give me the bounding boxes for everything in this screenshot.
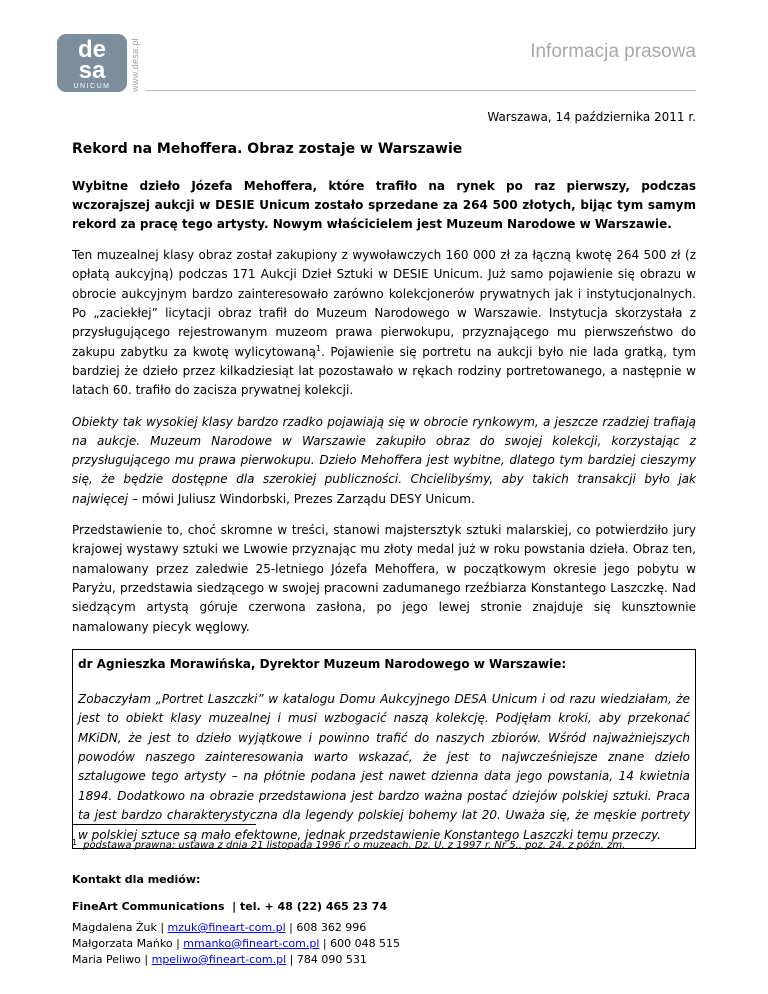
contact-name: Małgorzata Mańko | (72, 937, 184, 950)
footnote-ref[interactable]: 1 (315, 343, 322, 353)
footnote-divider (72, 824, 256, 825)
logo-text-sa: sa (78, 57, 106, 84)
header-divider (146, 90, 696, 91)
headline: Rekord na Mehoffera. Obraz zostaje w Warszawie (72, 141, 463, 157)
contact-person (72, 936, 400, 952)
paragraph-1-part1: Ten muzealnej klasy obraz został zakupiony z wywoławczych 160 000 zł za łączną kwotę 264 500 zł (z opłatą aukcyjną) podczas 171 Aukcji Dzieł Sztuki w DESIE Unicum. Już samo pojawienie się obrazu w obrocie aukcyjnym bardzo zainteresowało zarówno kolekcjonerów prywatnych jak i instytucjonalnych. Po „zaciekłej” licytacji obraz trafił do Muzeum Narodowego w Warszawie. Instytucja skorzystała z przysługującego rejestrowanym muzeom prawa pierwokupu, przyznającego mu pierwszeństwo do zakupu zabytku za kwotę wylicytowaną (72, 248, 696, 359)
header-title: Informacja prasowa (530, 41, 696, 62)
lead-paragraph: Wybitne dzieło Józefa Mehoffera, które trafiło na rynek po raz pierwszy, podczas wczorajszej aukcji w DESIE Unicum zostało sprzedane za 264 500 złotych, bijąc tym samym rekord za pracę tego artysty. Nowym właścicielem jest Muzeum Narodowe w Warszawie. (72, 179, 696, 232)
paragraph-1 (72, 246, 696, 400)
contact-firm: FineArt Communications (72, 900, 225, 913)
article-body (72, 140, 696, 849)
director-quote-text: Zobaczyłam „Portret Laszczki” w katalogu Domu Aukcyjnego DESA Unicum i od razu wiedziałam, że jest to obiekt klasy muzealnej i musi wzbogacić naszą kolekcję. Podjęłam kroki, aby przekonać MKiDN, że jest to dzieło wyjątkowe i powinno trafić do naszych zbiorów. Wśród najważniejszych powodów naszego zainteresowania warto wskazać, że jest to najwcześniejsze znane dzieło sztalugowe tego artysty – na płótnie podana jest nawet dzienna data jego powstania, 14 kwietnia 1894. Dodatkowo na obrazie przedstawiona jest bardzo ważna postać dziejów polskiej sztuki. Praca ta jest bardzo charakterystyczna dla legendy polskiej bohemy lat 20. Uważa się, że męskie portrety w polskiej sztuce są mało efektowne, jednak przedstawienie Konstantego Laszczki temu przeczy. (78, 691, 690, 842)
contact-name: Magdalena Żuk | (72, 921, 168, 934)
paragraph-1-part2: . Pojawienie się portretu na aukcji było nie lada gratką, tym bardziej że dzieło przez kilkadziesiąt lat pozostawało w rękach rodziny portretowanego, a następnie w latach 60. trafiło do zacisza prywatnej kolekcji. (72, 344, 696, 398)
media-contact (72, 872, 400, 968)
logo-url: www.desa.pl (130, 38, 140, 92)
contact-person (72, 952, 400, 968)
director-quote-box (72, 649, 696, 849)
paragraph-3: Przedstawienie to, choć skromne w treści, stanowi majstersztyk sztuki malarskiej, co potwierdziło jury krajowej wystawy sztuki we Lwowie przyznając mu złoty medal już w roku powstania dzieła. Obraz ten, namalowany przez zaledwie 25-letniego Józefa Mehoffera, w początkowym okresie jego pobytu w Paryżu, przedstawia siedzącego w swojej pracowni zadumanego rzeźbiarza Konstantego Laszczkę. Nad siedzącym artystą góruje czerwona zasłona, po jego lewej stronie znajduje się kunsztownie namalowany piecyk węglowy. (72, 523, 696, 634)
document-date: Warszawa, 14 października 2011 r. (487, 110, 696, 124)
contact-title: Kontakt dla mediów: (72, 873, 201, 886)
logo-text-de: de (77, 36, 107, 63)
contact-phone: | 608 362 996 (285, 921, 367, 934)
contact-email-link[interactable]: mzuk@fineart-com.pl (167, 921, 286, 934)
contact-email-link[interactable]: mmanko@fineart-com.pl (183, 937, 320, 950)
quote-paragraph (72, 413, 696, 509)
quote-attribution: – mówi Juliusz Windorbski, Prezes Zarządu DESY Unicum. (128, 491, 475, 506)
contact-name: Maria Peliwo | (72, 953, 152, 966)
contact-email-link[interactable]: mpeliwo@fineart-com.pl (151, 953, 287, 966)
desa-unicum-logo (57, 34, 127, 92)
contact-firm-line (72, 899, 400, 915)
footnote-number: 1 (72, 838, 78, 847)
logo-text-unicum: UNICUM (73, 83, 111, 90)
contact-firm-tel: | tel. + 48 (22) 465 23 74 (224, 900, 388, 913)
quote-text: Obiekty tak wysokiej klasy bardzo rzadko pojawiają się w obrocie rynkowym, a jeszcze rzadziej trafiają na aukcje. Muzeum Narodowe w Warszawie zakupiło obraz do swojej kolekcji, korzystając z przysługującego mu prawa pierwokupu. Dzieło Mehoffera jest wybitne, dlatego tym bardziej cieszymy się, że będzie dostępne dla szerokiej publiczności. Chcielibyśmy, aby takich transakcji było jak najwięcej (72, 414, 696, 506)
footnote-text: podstawa prawna: ustawa z dnia 21 listopada 1996 r. o muzeach, Dz. U. z 1997 r. Nr 5., poz. 24, z późn. zm. (83, 840, 626, 851)
director-quote-title: dr Agnieszka Morawińska, Dyrektor Muzeum Narodowego w Warszawie: (78, 656, 567, 671)
contact-person (72, 920, 400, 936)
contact-phone: | 600 048 515 (319, 937, 401, 950)
contact-phone: | 784 090 531 (286, 953, 367, 966)
footnote (72, 838, 696, 851)
